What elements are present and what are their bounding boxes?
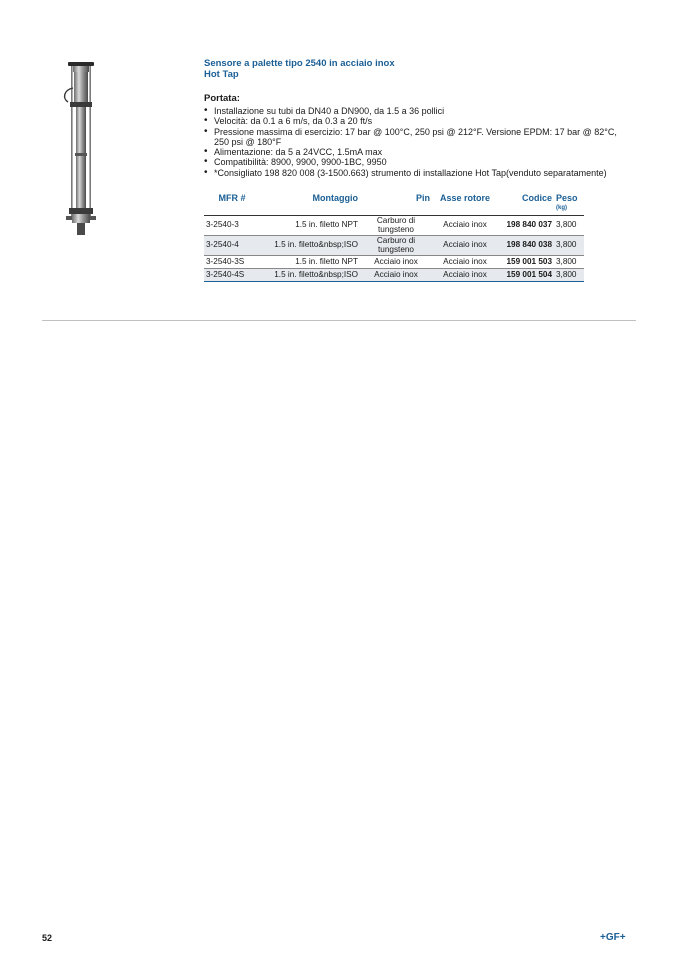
product-content: [204, 58, 634, 282]
cell-montaggio: 1.5 in. filetto NPT: [295, 256, 358, 266]
header-codice: Codice: [521, 193, 552, 204]
header-peso: Peso: [556, 193, 578, 204]
cell-pin: Acciaio inox: [360, 269, 432, 282]
header-asse-rotore: Asse rotore: [439, 193, 491, 204]
cell-peso: 3,800: [554, 269, 584, 282]
cell-asse-rotore: Acciaio inox: [443, 256, 487, 266]
product-subtitle: Hot Tap: [204, 69, 239, 80]
cell-mfr: 3-2540-4: [204, 236, 260, 256]
section-divider: [42, 320, 636, 321]
header-pin: Pin: [415, 193, 430, 204]
cell-mfr: 3-2540-3: [206, 220, 239, 230]
specs-bullet-list: [204, 106, 634, 178]
cell-asse-rotore: Acciaio inox: [432, 269, 498, 282]
cell-codice: 198 840 037: [506, 220, 552, 230]
table-header-row: [204, 187, 584, 204]
cell-asse-rotore: Acciaio inox: [443, 220, 487, 230]
product-image: [56, 58, 106, 240]
section-heading-portata: Portata:: [204, 93, 240, 104]
header-mfr: MFR #: [218, 193, 246, 204]
bullet-item: • Velocità: da 0.1 a 6 m/s, da 0.3 a 20 ft/s: [204, 116, 634, 126]
cell-peso: 3,800: [554, 236, 584, 256]
bullet-item: • Alimentazione: da 5 a 24VCC, 1.5mA max: [204, 147, 634, 157]
header-montaggio: Montaggio: [312, 193, 358, 204]
page-number: 52: [42, 933, 53, 943]
header-peso-unit: (kg): [556, 205, 567, 212]
paddlewheel-sensor-illustration: [56, 58, 106, 240]
product-table: [204, 187, 584, 282]
gf-logo: +GF+: [600, 932, 626, 943]
product-title: Sensore a palette tipo 2540 in acciaio inox: [204, 58, 395, 69]
cell-pin: Carburo di tungsteno: [360, 236, 432, 256]
cell-peso: 3,800: [556, 220, 577, 230]
bullet-item: • *Consigliato 198 820 008 (3-1500.663) strumento di installazione Hot Tap(venduto separatamente): [204, 168, 634, 178]
table-unit-row: [204, 204, 584, 216]
table-row: [204, 269, 584, 282]
cell-montaggio: 1.5 in. filetto&nbsp;ISO: [260, 269, 360, 282]
cell-codice: 159 001 503: [506, 256, 552, 266]
table-row: [204, 236, 584, 256]
cell-mfr: 3-2540-3S: [206, 256, 245, 266]
cell-mfr: 3-2540-4S: [204, 269, 260, 282]
table-row: [204, 216, 584, 236]
cell-montaggio: 1.5 in. filetto&nbsp;ISO: [260, 236, 360, 256]
bullet-item: • Pressione massima di esercizio: 17 bar @ 100°C, 250 psi @ 212°F. Versione EPDM: 17 bar @ 82°C, 250 psi @ 180°F: [204, 127, 634, 148]
table-row: [204, 256, 584, 269]
cell-asse-rotore: Acciaio inox: [432, 236, 498, 256]
cell-pin: Acciaio inox: [374, 256, 418, 266]
cell-codice: 159 001 504: [498, 269, 554, 282]
bullet-item: • Installazione su tubi da DN40 a DN900, da 1.5 a 36 pollici: [204, 106, 634, 116]
cell-montaggio: 1.5 in. filetto NPT: [295, 220, 358, 230]
cell-pin: Carburo di tungsteno: [376, 216, 416, 234]
cell-peso: 3,800: [556, 256, 577, 266]
cell-codice: 198 840 038: [498, 236, 554, 256]
bullet-item: • Compatibilità: 8900, 9900, 9900-1BC, 9950: [204, 157, 634, 167]
